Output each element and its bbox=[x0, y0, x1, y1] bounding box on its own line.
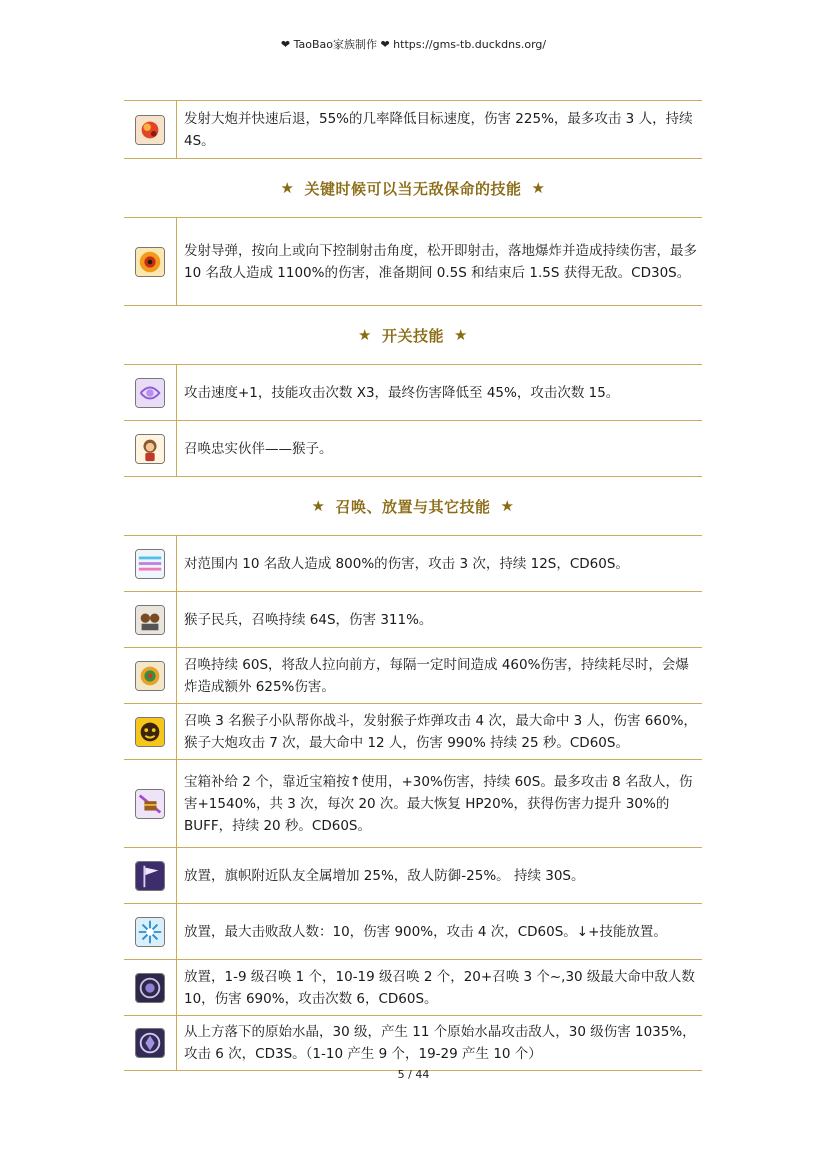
section-heading bbox=[124, 305, 702, 364]
skill-row bbox=[124, 647, 702, 703]
skill-description: 发射大炮并快速后退，55%的几率降低目标速度，伤害 225%，最多攻击 3 人，持续 4S。 bbox=[184, 110, 693, 149]
section-title: 召唤、放置与其它技能 bbox=[335, 497, 491, 516]
purple-orb-icon bbox=[135, 973, 165, 1003]
skill-description: 发射导弹，按向上或向下控制射击角度，松开即射击，落地爆炸并造成持续伤害，最多 10 名敌人造成 1100%的伤害，准备期间 0.5S 和结束后 1.5S 获得无敌。CD30S。 bbox=[184, 242, 697, 281]
skill-description: 召唤 3 名猴子小队帮你战斗，发射猴子炸弹攻击 4 次，最大命中 3 人，伤害 660%，猴子大炮攻击 7 次，最大命中 12 人，伤害 990% 持续 25 秒。CD60S。 bbox=[184, 712, 697, 751]
star-icon: ★ bbox=[311, 497, 326, 515]
skill-description: 放置，最大击败敌人数：10，伤害 900%，攻击 4 次，CD60S。↓+技能放置。 bbox=[184, 923, 667, 940]
ice-burst-icon bbox=[135, 917, 165, 947]
skill-row bbox=[124, 703, 702, 759]
section-title: 开关技能 bbox=[381, 326, 444, 345]
skill-row bbox=[124, 959, 702, 1015]
skill-table bbox=[124, 100, 702, 1071]
skill-description: 攻击速度+1，技能攻击次数 X3，最终伤害降低至 45%，攻击次数 15。 bbox=[184, 384, 620, 401]
beam-streaks-icon bbox=[135, 549, 165, 579]
skill-description: 召唤持续 60S，将敌人拉向前方，每隔一定时间造成 460%伤害，持续耗尽时，会爆炸造成额外 625%伤害。 bbox=[184, 656, 689, 695]
treasure-chest-icon bbox=[135, 789, 165, 819]
skill-description: 对范围内 10 名敌人造成 800%的伤害，攻击 3 次，持续 12S，CD60S。 bbox=[184, 555, 629, 572]
purple-swirl-icon bbox=[135, 378, 165, 408]
skill-row bbox=[124, 759, 702, 847]
star-icon: ★ bbox=[358, 326, 372, 344]
skill-description: 猴子民兵，召唤持续 64S，伤害 311%。 bbox=[184, 611, 433, 628]
star-icon: ★ bbox=[531, 179, 546, 197]
section-heading bbox=[124, 476, 702, 535]
section-title: 关键时候可以当无敌保命的技能 bbox=[304, 179, 522, 198]
cannon-fire-icon bbox=[135, 115, 165, 145]
monkey-squad-icon bbox=[135, 717, 165, 747]
star-icon: ★ bbox=[500, 497, 515, 515]
skill-row bbox=[124, 1015, 702, 1071]
star-icon: ★ bbox=[280, 179, 295, 197]
page-number: 5 / 44 bbox=[397, 1068, 430, 1081]
vortex-totem-icon bbox=[135, 661, 165, 691]
skill-row bbox=[124, 591, 702, 647]
monkey-militia-icon bbox=[135, 605, 165, 635]
star-icon: ★ bbox=[454, 326, 468, 344]
skill-row bbox=[124, 100, 702, 158]
skill-description: 召唤忠实伙伴——猴子。 bbox=[184, 440, 333, 457]
skill-description: 放置，1-9 级召唤 1 个，10-19 级召唤 2 个，20+召唤 3 个~,30 级最大命中敌人数 10，伤害 690%，攻击次数 6，CD60S。 bbox=[184, 968, 695, 1007]
skill-row bbox=[124, 535, 702, 591]
skill-row bbox=[124, 217, 702, 305]
skill-row bbox=[124, 364, 702, 420]
skill-row bbox=[124, 420, 702, 476]
skill-description: 放置，旗帜附近队友全属增加 25%，敌人防御-25%。 持续 30S。 bbox=[184, 867, 585, 884]
skill-row bbox=[124, 847, 702, 903]
skill-description: 宝箱补给 2 个，靠近宝箱按↑使用，+30%伤害，持续 60S。最多攻击 8 名敌人，伤害+1540%，共 3 次，每次 20 次。最大恢复 HP20%，获得伤害力提升 30%的 BUFF，持续 20 秒。CD60S。 bbox=[184, 773, 693, 834]
crystal-drop-icon bbox=[135, 1028, 165, 1058]
flag-banner-icon bbox=[135, 861, 165, 891]
page-header: ❤ TaoBao家族制作 ❤ https://gms-tb.duckdns.org/ bbox=[280, 38, 547, 51]
skill-description: 从上方落下的原始水晶，30 级，产生 11 个原始水晶攻击敌人，30 级伤害 1035%，攻击 6 次，CD3S。（1-10 产生 9 个，19-29 产生 10 个） bbox=[184, 1024, 696, 1062]
missile-blast-icon bbox=[135, 247, 165, 277]
section-heading bbox=[124, 158, 702, 217]
skill-row bbox=[124, 903, 702, 959]
monkey-companion-icon bbox=[135, 434, 165, 464]
